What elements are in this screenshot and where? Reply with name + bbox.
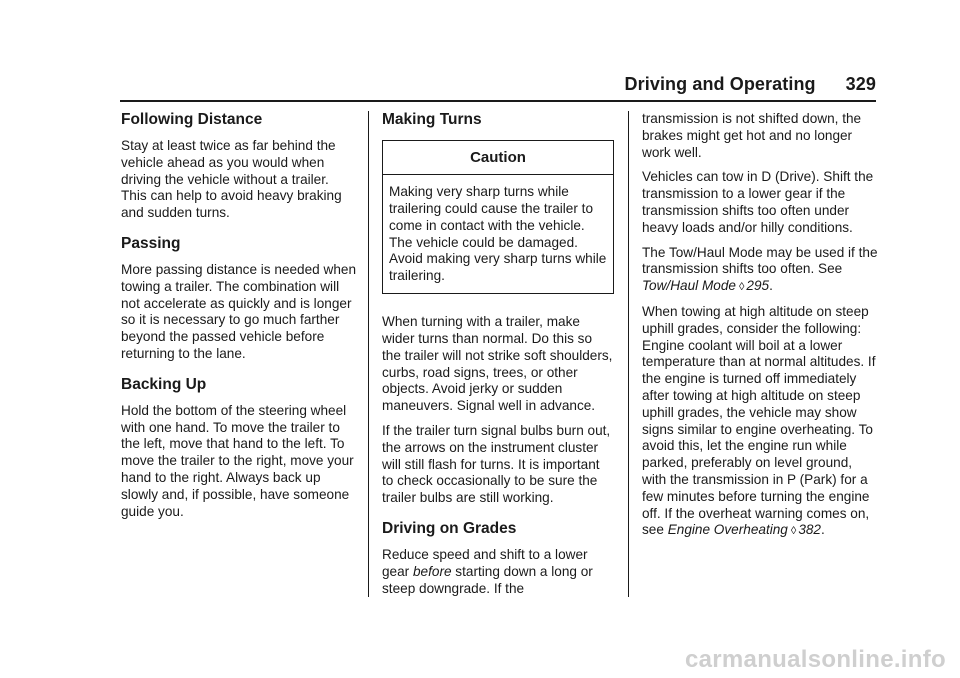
- tow-haul-text-post: .: [769, 278, 773, 294]
- header-rule: [120, 100, 876, 102]
- grades-text-emphasis: before: [412, 563, 452, 579]
- tow-haul-text: [642, 245, 878, 296]
- following-distance-text: Stay at least twice as far behind the vehicle ahead as you would when driving the vehicle without a trailer. This can help to avoid heavy braking and sudden turns.: [121, 138, 342, 221]
- high-altitude-text: [642, 304, 878, 540]
- heading-driving-on-grades: Driving on Grades: [382, 520, 517, 537]
- caution-text: Making very sharp turns while trailering could cause the trailer to come in contact with the vehicle. The vehicle could be damaged. Avoid making very sharp turns while trailering.: [389, 183, 607, 284]
- column-divider-2: [628, 111, 629, 597]
- grades-text-pre: Reduce speed and shift to a lower gear: [382, 547, 588, 579]
- caution-box: [382, 140, 614, 294]
- high-altitude-text-pre: When towing at high altitude on steep uphill grades, consider the following: Engine coolant will boil at a lower temperature than at normal altitudes. If the engine is turned off immediately after towing at high altitude on steep uphill grades, the vehicle may show signs similar to engine overheating. To avoid this, let the engine run while parked, preferably on level ground, with the transmission in P (Park) for a few minutes before turning the engine off. If the overheat warning comes on, see: [642, 303, 876, 538]
- grades-continued-text: transmission is not shifted down, the brakes might get hot and no longer work well.: [642, 111, 862, 160]
- backing-up-text: Hold the bottom of the steering wheel with one hand. To move the trailer to the left, move that hand to the left. To move the trailer to the right, move your hand to the right. Always back up slowly and, if possible, have someone guide you.: [121, 402, 354, 519]
- section-title: Driving and Operating: [624, 74, 816, 94]
- caution-title: Caution: [383, 141, 613, 175]
- column-divider-1: [368, 111, 369, 597]
- page-header: [625, 74, 876, 95]
- high-altitude-text-post: .: [821, 522, 825, 538]
- page-number: 329: [845, 74, 876, 94]
- column-1: [121, 111, 357, 528]
- engine-overheating-link[interactable]: Engine Overheating: [667, 522, 788, 538]
- column-3: [642, 111, 878, 548]
- tow-haul-mode-link[interactable]: Tow/Haul Mode: [642, 278, 736, 294]
- watermark: carmanualsonline.info: [684, 646, 946, 673]
- tow-drive-text: Vehicles can tow in D (Drive). Shift the transmission to a lower gear if the transmission shifts too often under heavy loads and/or hilly conditions.: [642, 169, 874, 235]
- tow-haul-text-pre: The Tow/Haul Mode may be used if the transmission shifts too often. See: [642, 244, 878, 277]
- engine-overheating-page-ref[interactable]: 382: [798, 522, 821, 538]
- driving-on-grades-text: [382, 547, 614, 597]
- heading-following-distance: Following Distance: [121, 111, 263, 128]
- column-2: [382, 111, 614, 605]
- heading-passing: Passing: [121, 234, 181, 252]
- heading-backing-up: Backing Up: [121, 375, 207, 393]
- heading-making-turns: Making Turns: [382, 111, 482, 128]
- passing-text: More passing distance is needed when towing a trailer. The combination will not accelerate as quickly and is longer so it is necessary to go much farther beyond the passed vehicle before returning to the lane.: [121, 261, 357, 361]
- tow-haul-page-ref[interactable]: 295: [746, 278, 770, 294]
- page-ref-arrow-icon: ◊: [790, 525, 797, 538]
- page-ref-arrow-icon: ◊: [738, 281, 745, 294]
- making-turns-text-1: When turning with a trailer, make wider turns than normal. Do this so the trailer will not strike soft shoulders, curbs, road signs, trees, or other objects. Avoid jerky or sudden maneuvers. Signal well in advance.: [382, 314, 613, 414]
- making-turns-text-2: If the trailer turn signal bulbs burn out, the arrows on the instrument cluster will still flash for turns. It is important to check occasionally to be sure the trailer bulbs are still working.: [382, 423, 611, 506]
- grades-text-post: starting down a long or steep downgrade. If the: [382, 563, 593, 596]
